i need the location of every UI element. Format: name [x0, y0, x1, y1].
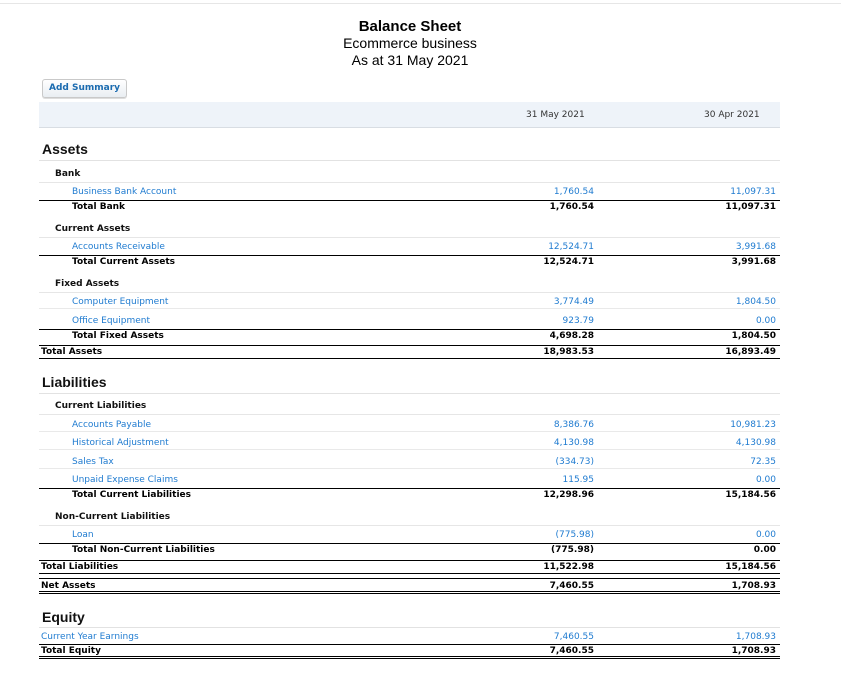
- group-current-assets: [39, 224, 780, 238]
- total-row-non-current-liabilities: [39, 543, 780, 556]
- account-name[interactable]: Business Bank Account: [72, 187, 177, 197]
- net-assets-label: Net Assets: [41, 581, 96, 591]
- company-name: Ecommerce business: [343, 35, 477, 51]
- account-row-accounts-receivable[interactable]: [39, 242, 780, 252]
- section-divider: [39, 393, 780, 394]
- total-row-equity: [39, 644, 780, 659]
- report-date: As at 31 May 2021: [351, 52, 469, 68]
- total-row-bank: [39, 200, 780, 213]
- group-non-current-liabilities: [39, 512, 780, 526]
- total-prior: 16,893.49: [725, 347, 776, 357]
- total-prior: 15,184.56: [725, 562, 776, 572]
- total-label: Total Assets: [41, 347, 103, 357]
- account-row-unpaid-expense-claims[interactable]: [39, 475, 780, 485]
- column-header-31-may: 31 May 2021: [526, 110, 585, 120]
- value-prior[interactable]: 3,991.68: [735, 242, 776, 252]
- section-divider: [39, 160, 780, 161]
- total-current: 18,983.53: [543, 347, 594, 357]
- account-name[interactable]: Accounts Receivable: [72, 242, 165, 252]
- net-assets-current: 7,460.55: [549, 581, 594, 591]
- total-current: 7,460.55: [549, 646, 594, 656]
- total-row-liabilities: [39, 560, 780, 574]
- column-header-30-apr: 30 Apr 2021: [704, 110, 760, 120]
- total-prior: 1,708.93: [731, 646, 776, 656]
- value-prior[interactable]: 11,097.31: [730, 187, 776, 197]
- net-assets-row: [39, 578, 780, 594]
- account-row-historical-adjustment[interactable]: [39, 438, 780, 450]
- value-current[interactable]: (334.73): [555, 457, 594, 467]
- account-name[interactable]: Computer Equipment: [72, 297, 169, 307]
- total-prior: 3,991.68: [731, 257, 776, 267]
- equity-heading: Equity: [42, 609, 85, 625]
- total-label: Total Equity: [41, 646, 101, 656]
- group-label: Fixed Assets: [55, 279, 120, 289]
- net-assets-prior: 1,708.93: [731, 581, 776, 591]
- assets-heading: Assets: [42, 141, 88, 157]
- account-name[interactable]: Current Year Earnings: [41, 632, 139, 642]
- group-current-liabilities: [39, 401, 780, 415]
- report-header: [0, 18, 820, 69]
- value-current[interactable]: 8,386.76: [553, 420, 594, 430]
- value-current[interactable]: 1,760.54: [553, 187, 594, 197]
- account-row-computer-equipment[interactable]: [39, 297, 780, 309]
- total-current: (775.98): [551, 545, 594, 555]
- total-label: Total Current Assets: [72, 257, 175, 267]
- total-row-current-assets: [39, 255, 780, 268]
- value-prior[interactable]: 1,804.50: [735, 297, 776, 307]
- total-current: 12,298.96: [543, 490, 594, 500]
- total-row-fixed-assets: [39, 329, 780, 342]
- total-current: 1,760.54: [549, 202, 594, 212]
- add-summary-button[interactable]: Add Summary: [42, 79, 127, 98]
- total-prior: 1,804.50: [731, 331, 776, 341]
- value-current[interactable]: 4,130.98: [553, 438, 594, 448]
- value-prior[interactable]: 10,981.23: [730, 420, 776, 430]
- total-label: Total Liabilities: [41, 562, 119, 572]
- column-header-bar: [39, 102, 780, 128]
- account-row-accounts-payable[interactable]: [39, 420, 780, 432]
- account-name[interactable]: Loan: [72, 530, 94, 540]
- account-row-current-year-earnings[interactable]: [39, 632, 780, 642]
- value-prior[interactable]: 0.00: [755, 475, 776, 485]
- total-prior: 0.00: [753, 545, 776, 555]
- total-label: Total Current Liabilities: [72, 490, 191, 500]
- value-current[interactable]: 12,524.71: [548, 242, 594, 252]
- group-label: Non-Current Liabilities: [55, 512, 171, 522]
- account-name[interactable]: Sales Tax: [72, 457, 114, 467]
- value-prior[interactable]: 0.00: [755, 530, 776, 540]
- value-prior[interactable]: 4,130.98: [735, 438, 776, 448]
- value-prior[interactable]: 72.35: [750, 457, 776, 467]
- total-label: Total Bank: [72, 202, 126, 212]
- section-divider: [39, 627, 780, 628]
- value-current[interactable]: (775.98): [555, 530, 594, 540]
- total-row-assets: [39, 345, 780, 359]
- value-prior[interactable]: 1,708.93: [735, 632, 776, 642]
- value-prior[interactable]: 0.00: [755, 316, 776, 326]
- account-row-business-bank[interactable]: [39, 187, 780, 197]
- group-label: Current Liabilities: [55, 401, 147, 411]
- group-bank: [39, 169, 780, 183]
- account-name[interactable]: Unpaid Expense Claims: [72, 475, 178, 485]
- total-current: 11,522.98: [543, 562, 594, 572]
- total-label: Total Non-Current Liabilities: [72, 545, 215, 555]
- value-current[interactable]: 923.79: [562, 316, 594, 326]
- account-row-sales-tax[interactable]: [39, 457, 780, 469]
- account-name[interactable]: Historical Adjustment: [72, 438, 169, 448]
- total-row-current-liabilities: [39, 488, 780, 501]
- report-title: Balance Sheet: [358, 18, 462, 35]
- top-divider: [0, 3, 841, 4]
- account-name[interactable]: Accounts Payable: [72, 420, 152, 430]
- total-label: Total Fixed Assets: [72, 331, 164, 341]
- account-name[interactable]: Office Equipment: [72, 316, 150, 326]
- group-label: Current Assets: [55, 224, 131, 234]
- value-current[interactable]: 7,460.55: [553, 632, 594, 642]
- value-current[interactable]: 115.95: [562, 475, 594, 485]
- account-row-loan[interactable]: [39, 530, 780, 540]
- value-current[interactable]: 3,774.49: [553, 297, 594, 307]
- total-current: 4,698.28: [549, 331, 594, 341]
- total-prior: 15,184.56: [725, 490, 776, 500]
- total-prior: 11,097.31: [725, 202, 776, 212]
- group-label: Bank: [55, 169, 81, 179]
- total-current: 12,524.71: [543, 257, 594, 267]
- liabilities-heading: Liabilities: [42, 374, 107, 390]
- account-row-office-equipment[interactable]: [39, 316, 780, 326]
- group-fixed-assets: [39, 279, 780, 293]
